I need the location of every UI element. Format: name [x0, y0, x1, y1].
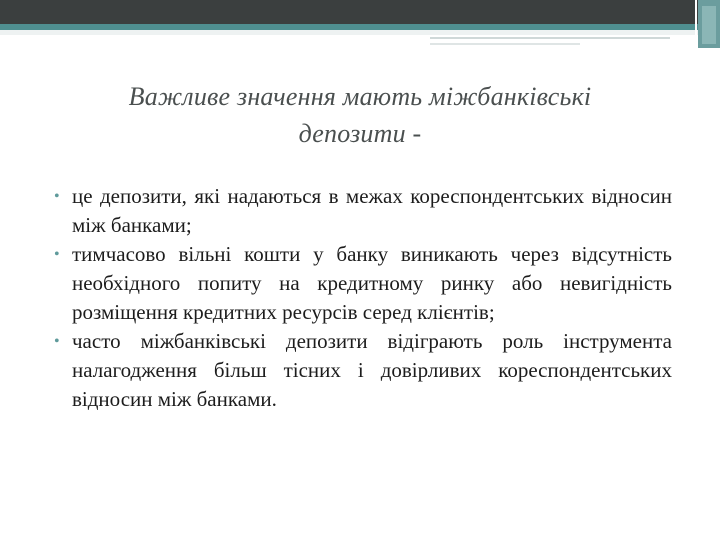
top-bar-decoration	[0, 0, 720, 24]
corner-decoration	[698, 0, 720, 48]
title-line-1: Важливе значення мають міжбанківські	[128, 82, 592, 111]
slide-title	[40, 78, 680, 152]
bullet-text: тимчасово вільні кошти у банку виникають через відсутність необхідного попиту на кредитному ринку або невигідність розміщення кредитних ресурсів серед клієнтів;	[72, 242, 672, 324]
bullet-text: це депозити, які надаються в межах кореспондентських відносин між банками;	[72, 184, 672, 237]
bullet-icon: •	[54, 333, 60, 350]
top-light-stripe	[0, 30, 720, 35]
bullet-item	[52, 327, 672, 414]
bullet-icon: •	[54, 246, 60, 263]
corner-decoration-inner	[702, 6, 716, 44]
corner-separator	[695, 0, 697, 48]
title-line-2: депозити -	[298, 119, 422, 148]
bullet-list	[52, 182, 672, 414]
bullet-text: часто міжбанківські депозити відіграють роль інструмента налагодження більш тісних і довірливих кореспондентських відносин між банками.	[72, 329, 672, 411]
bullet-item	[52, 182, 672, 240]
decorative-line	[430, 37, 670, 39]
bullet-icon: •	[54, 188, 60, 205]
decorative-line	[430, 43, 580, 45]
bullet-item	[52, 240, 672, 327]
